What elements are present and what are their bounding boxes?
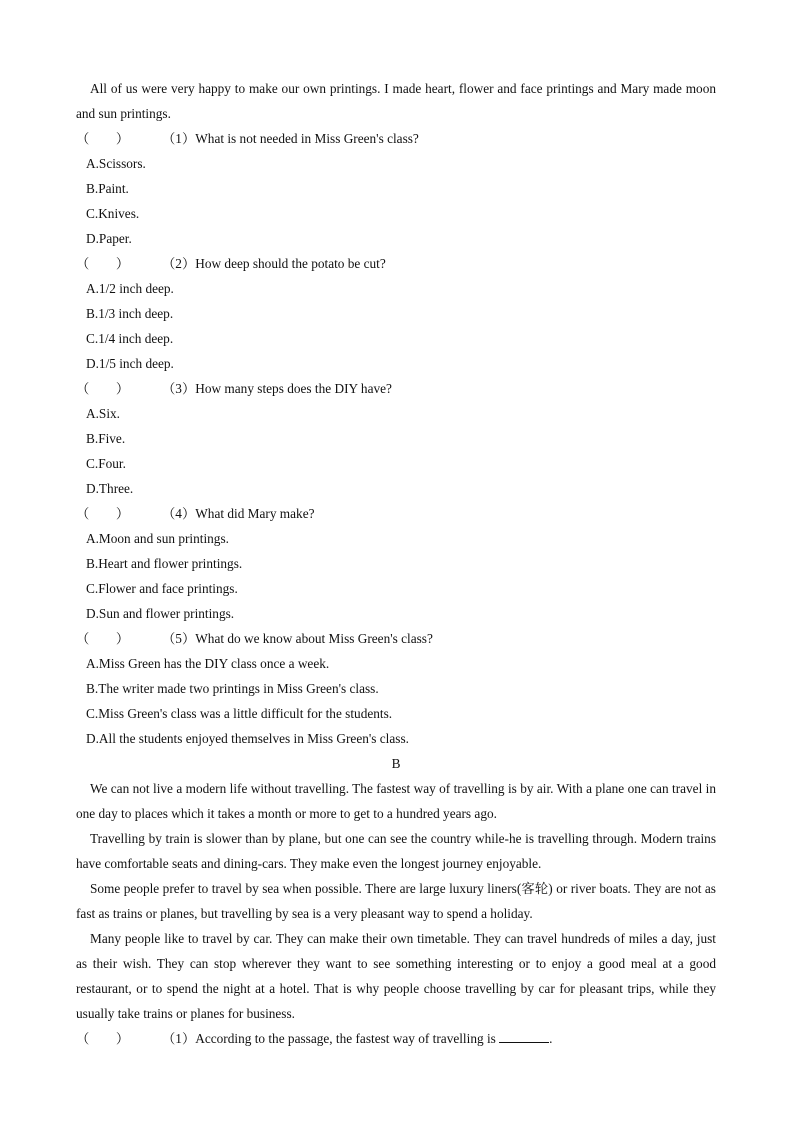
option: A.Scissors.	[86, 156, 146, 171]
answer-blank[interactable]: （ ）	[76, 506, 130, 521]
question-b1	[76, 1026, 716, 1051]
fill-in-blank[interactable]	[499, 1029, 549, 1043]
passage-b-paragraph-4: Many people like to travel by car. They can make their own timetable. They can travel hundreds of miles a day, just as their wish. They can stop wherever they want to see something interesting or to enjoy a good meal at a good restaurant, or to spend the night at a hotel. That is why people choose travelling by car for pleasant trips, while they usually take trains or planes for business.	[76, 931, 716, 1021]
question-text: （1）What is not needed in Miss Green's class?	[162, 131, 419, 146]
question-a1	[76, 126, 716, 151]
question-a2	[76, 251, 716, 276]
question-a3	[76, 376, 716, 401]
option: C.1/4 inch deep.	[86, 331, 174, 346]
option: B.Five.	[86, 431, 126, 446]
option: B.The writer made two printings in Miss Green's class.	[86, 681, 379, 696]
option: B.Paint.	[86, 181, 129, 196]
question-end-punct: .	[549, 1031, 553, 1046]
option: C.Flower and face printings.	[86, 581, 238, 596]
question-a4	[76, 501, 716, 526]
question-a5	[76, 626, 716, 651]
section-b-title: B	[391, 756, 401, 771]
question-text: （4）What did Mary make?	[162, 506, 315, 521]
passage-b-paragraph-1: We can not live a modern life without travelling. The fastest way of travelling is by air. With a plane one can travel in one day to places which it takes a month or more to get to a hundred years ago.	[76, 781, 716, 821]
question-text: （1）According to the passage, the fastest way of travelling is	[162, 1031, 500, 1046]
option: A.1/2 inch deep.	[86, 281, 174, 296]
option: A.Moon and sun printings.	[86, 531, 229, 546]
option: B.Heart and flower printings.	[86, 556, 243, 571]
option: D.Three.	[86, 481, 134, 496]
question-text: （3）How many steps does the DIY have?	[162, 381, 392, 396]
option: D.1/5 inch deep.	[86, 356, 174, 371]
option: C.Knives.	[86, 206, 140, 221]
option: C.Four.	[86, 456, 126, 471]
question-text: （5）What do we know about Miss Green's class?	[162, 631, 433, 646]
option: C.Miss Green's class was a little difficult for the students.	[86, 706, 393, 721]
document-content	[76, 76, 716, 1051]
option: B.1/3 inch deep.	[86, 306, 174, 321]
question-text: （2）How deep should the potato be cut?	[162, 256, 386, 271]
passage-b-paragraph-2: Travelling by train is slower than by plane, but one can see the country while-he is travelling through. Modern trains have comfortable seats and dining-cars. They make even the longest journey enjoyable.	[76, 831, 716, 871]
answer-blank[interactable]: （ ）	[76, 1031, 130, 1046]
answer-blank[interactable]: （ ）	[76, 631, 130, 646]
answer-blank[interactable]: （ ）	[76, 381, 130, 396]
answer-blank[interactable]: （ ）	[76, 256, 130, 271]
passage-a-closing-paragraph: All of us were very happy to make our own printings. I made heart, flower and face printings and Mary made moon and sun printings.	[76, 81, 716, 121]
option: A.Miss Green has the DIY class once a week.	[86, 656, 330, 671]
option: A.Six.	[86, 406, 120, 421]
option: D.Sun and flower printings.	[86, 606, 235, 621]
passage-b-paragraph-3: Some people prefer to travel by sea when possible. There are large luxury liners(客轮) or river boats. They are not as fast as trains or planes, but travelling by sea is a very pleasant way to spend a holiday.	[76, 881, 716, 921]
option: D.All the students enjoyed themselves in Miss Green's class.	[86, 731, 409, 746]
answer-blank[interactable]: （ ）	[76, 131, 130, 146]
option: D.Paper.	[86, 231, 132, 246]
